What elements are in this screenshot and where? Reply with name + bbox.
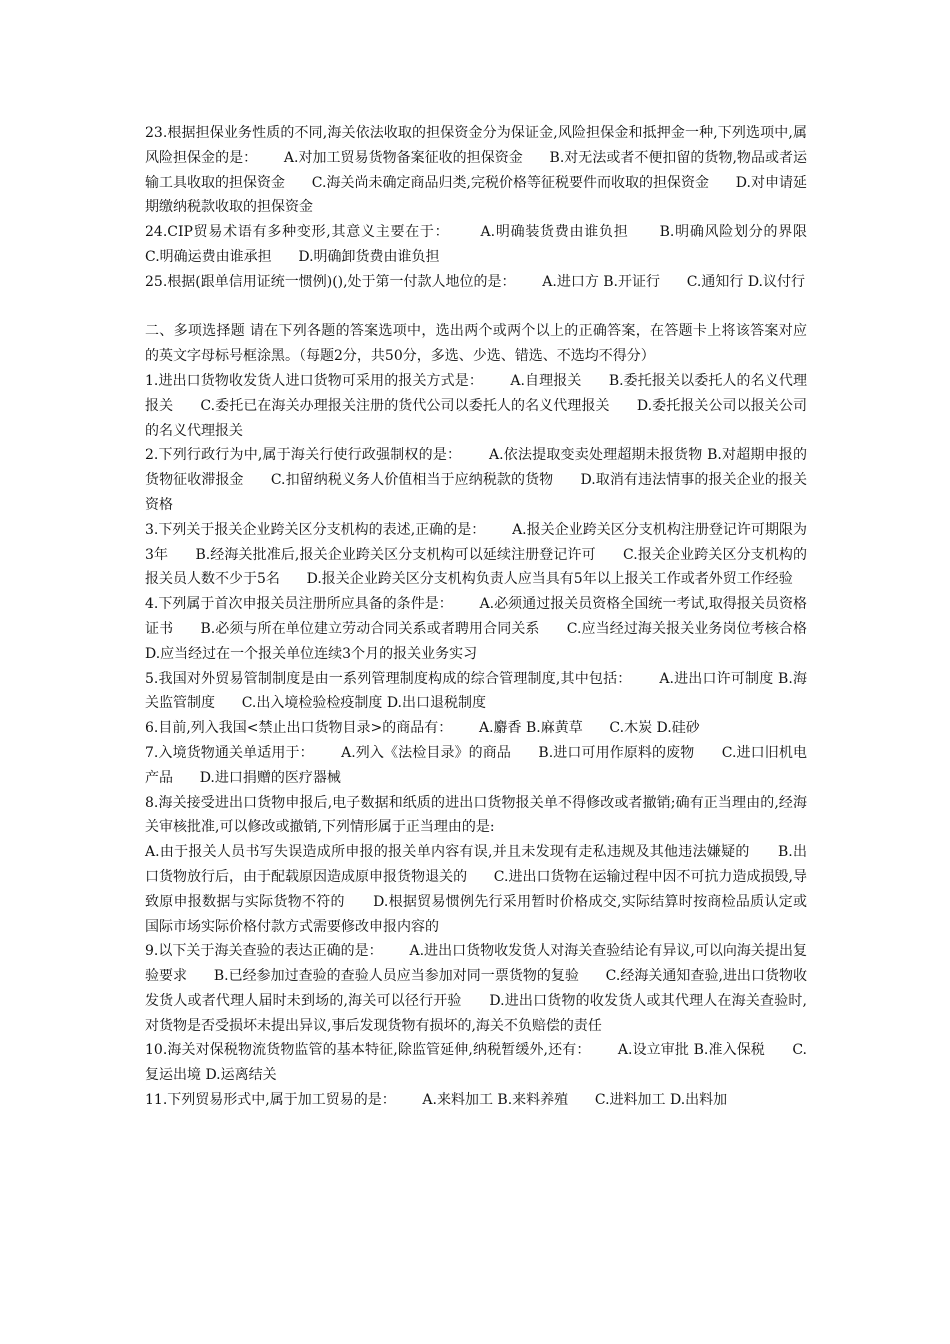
- mc-question-8: 8.海关接受进出口货物申报后,电子数据和纸质的进出口货物报关单不得修改或者撤销;确有正当理由的,经海关审核批准,可以修改或撤销,下列情形属于正当理由的是:: [145, 794, 807, 836]
- mc-question-1: 1.进出口货物收发货人进口货物可采用的报关方式是： A.自理报关 B.委托报关以委托人的名义代理报关 C.委托已在海关办理报关注册的货代公司以委托人的名义代理报关 D.委托报关公司以报关公司的名义代理报关: [145, 372, 807, 439]
- question-23: 23.根据担保业务性质的不同,海关依法收取的担保资金分为保证金,风险担保金和抵押金一种,下列选项中,属风险担保金的是： A.对加工贸易货物备案征收的担保资金 B.对无法或者不便扣留的货物,物品或者运输工具收取的担保资金 C.海关尚未确定商品归类,完税价格等征税要件而收取的担保资金 D.对申请延期缴纳税款收取的担保资金: [145, 125, 807, 216]
- paragraph-gap: [145, 295, 807, 320]
- mc-question-5: 5.我国对外贸易管制制度是由一系列管理制度构成的综合管理制度,其中包括： A.进出口许可制度 B.海关监管制度 C.出入境检验检疫制度 D.出口退税制度: [145, 670, 807, 712]
- mc-question-4: 4.下列属于首次申报关员注册所应具备的条件是： A.必须通过报关员资格全国统一考试,取得报关员资格证书 B.必须与所在单位建立劳动合同关系或者聘用合同关系 C.应当经过海关报关业务岗位考核合格 D.应当经过在一个报关单位连续3个月的报关业务实习: [145, 596, 834, 662]
- question-25: 25.根据(跟单信用证统一惯例)(),处于第一付款人地位的是： A.进口方 B.开证行 C.通知行 D.议付行: [145, 273, 806, 290]
- mc-question-9: 9.以下关于海关查验的表达正确的是： A.进出口货物收发货人对海关查验结论有异议,可以向海关提出复验要求 B.已经参加过查验的查验人员应当参加对同一票货物的复验 C.经海关通知查验,进出口货物收发货人或者代理人届时未到场的,海关可以径行开验 D.进出口货物的收发货人或其代理人在海关查验时,对货物是否受损坏未提出异议,事后发现货物有损坏的,海关不负赔偿的责任: [145, 943, 807, 1034]
- mc-question-7: 7.入境货物通关单适用于： A.列入《法检目录》的商品 B.进口可用作原料的废物 C.进口旧机电产品 D.进口捐赠的医疗器械: [145, 744, 807, 786]
- section-2-heading: 二、多项选择题 请在下列各题的答案选项中，选出两个或两个以上的正确答案，在答题卡上将该答案对应的英文字母标号框涂黑。（每题2分，共50分，多选、少选、错选、不选均不得分）: [145, 323, 807, 365]
- mc-question-8-options: A.由于报关人员书写失误造成所申报的报关单内容有误,并且未发现有走私违规及其他违法嫌疑的 B.出口货物放行后，由于配载原因造成原申报货物退关的 C.进出口货物在运输过程中因不可抗力造成损毁,导致原申报数据与实际货物不符的 D.根据贸易惯例先行采用暂时价格成交,实际结算时按商检品质认定或国际市场实际价格付款方式需要修改申报内容的: [145, 844, 807, 935]
- mc-question-3: 3.下列关于报关企业跨关区分支机构的表述,正确的是： A.报关企业跨关区分支机构注册登记许可期限为3年 B.经海关批准后,报关企业跨关区分支机构可以延续注册登记许可 C.报关企业跨关区分支机构的报关员人数不少于5名 D.报关企业跨关区分支机构负责人应当具有5年以上报关工作或者外贸工作经验: [145, 521, 807, 588]
- mc-question-2: 2.下列行政行为中,属于海关行使行政强制权的是： A.依法提取变卖处理超期未报货物 B.对超期申报的货物征收滞报金 C.扣留纳税义务人价值相当于应纳税款的货物 D.取消有违法情事的报关企业的报关资格: [145, 447, 807, 513]
- mc-question-10: 10.海关对保税物流货物监管的基本特征,除监管延伸,纳税暂缓外,还有： A.设立审批 B.准入保税 C.复运出境 D.运离结关: [145, 1042, 807, 1084]
- document-page: [145, 121, 834, 1113]
- mc-question-11: 11.下列贸易形式中,属于加工贸易的是： A.来料加工 B.来料养殖 C.进料加工 D.出料加: [145, 1092, 728, 1109]
- mc-question-6: 6.目前,列入我国<禁止出口货物目录>的商品有： A.麝香 B.麻黄草 C.木炭 D.硅砂: [145, 720, 700, 737]
- question-24: 24.CIP贸易术语有多种变形,其意义主要在于： A.明确装货费由谁负担 B.明确风险划分的界限 C.明确运费由谁承担 D.明确卸货费由谁负担: [145, 224, 834, 265]
